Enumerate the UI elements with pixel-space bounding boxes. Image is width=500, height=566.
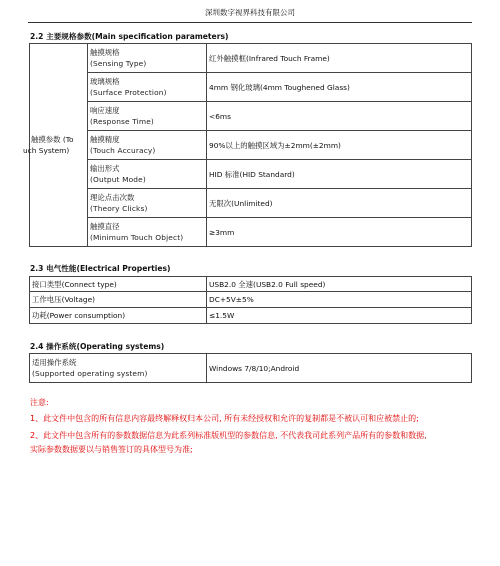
param-value: 90%以上的触摸区域为±2mm(±2mm) [209,140,341,150]
param-value: ≤1.5W [209,311,235,320]
table-row [30,292,472,308]
section-title-main-spec: 2.2 主要规格参数(Main specification parameters) [30,32,229,41]
param-value-cell [207,73,472,102]
param-name-en: (Sensing Type) [90,59,147,68]
param-name: 响应速度 [90,106,120,115]
param-name-en: (Supported operating system) [32,369,148,378]
param-name: 触摸精度 [90,135,120,144]
param-value: USB2.0 全速(USB2.0 Full speed) [209,279,326,289]
param-value: Windows 7/8/10;Android [209,363,300,373]
os-table [29,353,472,383]
table-row [30,44,472,73]
param-value-cell [207,102,472,131]
category-cell [23,44,88,247]
param-name-en: (Surface Protection) [90,88,167,97]
param-name-cell [88,131,207,160]
param-name: 输出形式 [90,164,120,173]
param-name-cell [88,189,207,218]
param-value-cell [207,131,472,160]
param-value: <6ms [209,111,231,121]
param-value-cell [207,160,472,189]
param-value-cell [207,292,472,308]
param-name-cell [88,160,207,189]
param-name-cell [88,44,207,73]
table-row [30,73,472,102]
param-name: 玻璃规格 [90,77,120,86]
category-label-en: uch System) [23,146,70,155]
param-value: DC+5V±5% [209,295,254,304]
param-name-en: (Theory Clicks) [90,204,148,213]
category-label: 触摸参数 (To [31,135,74,144]
param-name: 触摸直径 [90,222,120,231]
main-spec-table [23,43,472,247]
note-line-2: 2、此文件中包含所有的参数数据信息为此系列标准版机型的参数信息, 不代表我司此系列产品所有的参数和数据, [30,431,427,440]
param-value-cell [207,218,472,247]
param-name-en: (Touch Accuracy) [90,146,156,155]
table-row [30,354,472,383]
param-value-cell [207,189,472,218]
param-value-cell [207,277,472,292]
param-value: 4mm 钢化玻璃(4mm Toughened Glass) [209,82,350,92]
param-value: HID 标准(HID Standard) [209,169,295,179]
param-name-cell [30,277,207,292]
param-name-cell [30,292,207,308]
param-name: 适用操作系统 [32,358,77,367]
section-title-electrical: 2.3 电气性能(Electrical Properties) [30,264,171,273]
param-name-cell [30,308,207,324]
param-name: 工作电压(Voltage) [32,295,96,304]
company-name: 深圳数字视界科技有限公司 [205,8,295,17]
page-header [28,6,472,23]
param-value-cell [207,308,472,324]
table-row [30,131,472,160]
table-row [30,277,472,292]
param-name-en: (Response Time) [90,117,154,126]
param-name: 接口类型(Connect type) [32,279,117,289]
param-value-cell [207,354,472,383]
param-value: 无限次(Unlimited) [209,198,273,208]
table-row [30,218,472,247]
notes-title: 注意: [30,398,49,407]
table-row [30,308,472,324]
table-row [30,102,472,131]
param-name-en: (Minimum Touch Object) [90,233,184,242]
note-line-1: 1、此文件中包含的所有信息内容最终解释权归本公司, 所有未经授权和允许的复制都是不被认可和应被禁止的; [30,414,419,423]
section-title-os: 2.4 操作系统(Operating systems) [30,342,165,351]
param-name: 触摸规格 [90,48,120,57]
param-name-cell [88,73,207,102]
param-name-cell [88,218,207,247]
param-value: 红外触摸框(Infrared Touch Frame) [209,53,330,63]
param-name-en: (Output Mode) [90,175,146,184]
table-row [30,189,472,218]
param-name-cell [30,354,207,383]
note-line-3: 实际参数数据要以与销售签订的具体型号为准; [30,445,193,454]
param-name: 理论点击次数 [90,193,135,202]
table-row [30,160,472,189]
param-name: 功耗(Power consumption) [32,311,126,320]
param-name-cell [88,102,207,131]
electrical-table [29,276,472,324]
param-value: ≥3mm [209,227,235,237]
notes-block [30,396,480,457]
param-value-cell [207,44,472,73]
